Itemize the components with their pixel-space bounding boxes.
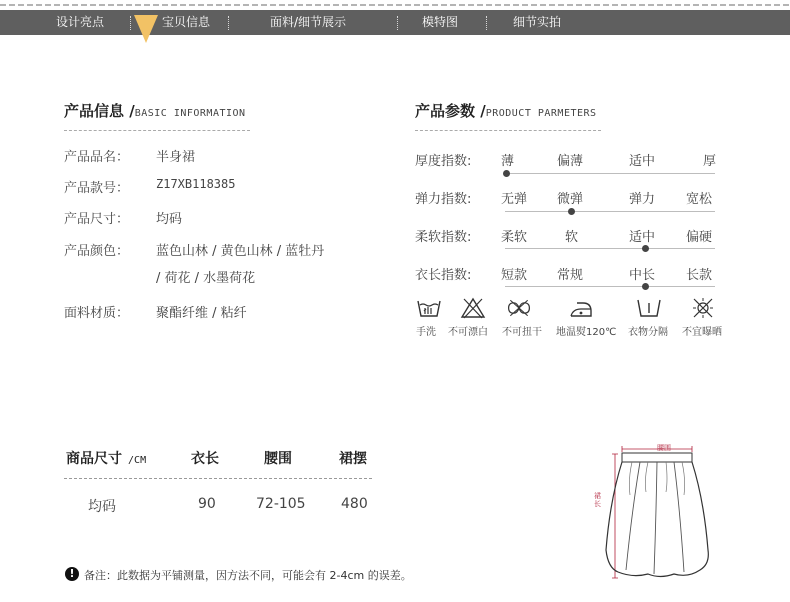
param-option: 宽松 <box>686 192 713 207</box>
param-option: 适中 <box>629 154 656 169</box>
exclamation-icon: ! <box>65 567 79 581</box>
size-table-cell: 480 <box>341 496 368 512</box>
param-option: 柔软 <box>501 230 528 245</box>
care-label: 衣物分隔 <box>628 327 668 338</box>
nav-tab-fabric[interactable]: 面料/细节展示 <box>270 15 347 29</box>
nav-divider <box>397 16 398 30</box>
info-label: 产品款号： <box>64 181 130 196</box>
param-indicator <box>503 170 510 177</box>
waist-label: 腰围 <box>657 444 671 452</box>
skirt-diagram <box>588 440 718 585</box>
care-label: 手洗 <box>416 327 436 338</box>
param-label-softness: 柔软指数: <box>415 230 472 245</box>
no-sun-icon <box>690 297 716 319</box>
active-tab-marker-icon <box>134 15 158 43</box>
divider <box>64 478 372 479</box>
param-track <box>505 211 715 212</box>
no-wring-icon <box>506 297 532 319</box>
divider <box>415 130 601 131</box>
param-track <box>505 173 715 174</box>
divider <box>64 130 250 131</box>
param-option: 软 <box>565 230 579 245</box>
param-label-thickness: 厚度指数: <box>415 154 472 169</box>
param-indicator <box>568 208 575 215</box>
param-option: 微弹 <box>557 192 584 207</box>
param-indicator <box>642 245 649 252</box>
care-label: 不可漂白 <box>448 327 488 338</box>
nav-divider <box>130 16 131 30</box>
length-label: 裙长 <box>594 492 601 508</box>
care-label: 不可扭干 <box>502 327 542 338</box>
param-option: 无弹 <box>501 192 528 207</box>
nav-divider <box>486 16 487 30</box>
param-option: 适中 <box>629 230 656 245</box>
info-value: 半身裙 <box>156 150 196 165</box>
param-track <box>505 286 715 287</box>
info-label: 产品品名： <box>64 150 130 165</box>
info-row-name <box>64 146 384 166</box>
param-label-length: 衣长指数: <box>415 268 472 283</box>
care-label: 不宜曝晒 <box>682 327 722 338</box>
param-option: 长款 <box>686 268 713 283</box>
info-row-sku <box>64 177 384 197</box>
low-iron-icon <box>568 297 594 319</box>
size-table-header-hem: 裙摆 <box>339 451 367 467</box>
param-option: 常规 <box>557 268 584 283</box>
param-option: 弹力 <box>629 192 656 207</box>
size-table-cell: 均码 <box>88 499 116 515</box>
info-value-continued: / 荷花 / 水墨荷花 <box>156 271 256 286</box>
wash-separately-icon <box>636 297 662 319</box>
size-table-cell: 90 <box>198 496 216 512</box>
info-label: 产品颜色： <box>64 244 130 259</box>
info-label: 产品尺寸： <box>64 212 130 227</box>
nav-divider <box>228 16 229 30</box>
no-bleach-icon <box>460 297 486 319</box>
param-option: 薄 <box>501 154 515 169</box>
care-label: 地温熨120℃ <box>556 327 617 338</box>
params-heading: 产品参数 /PRODUCT PARMETERS <box>415 102 597 120</box>
nav-decoration <box>0 0 790 10</box>
param-option: 短款 <box>501 268 528 283</box>
info-value: 蓝色山林 / 黄色山林 / 蓝牡丹 <box>156 244 325 259</box>
param-label-elasticity: 弹力指数: <box>415 192 472 207</box>
info-row-material <box>64 302 384 322</box>
info-label: 面料材质： <box>64 306 130 321</box>
size-table-header-size: 商品尺寸 /CM <box>66 451 147 467</box>
param-option: 中长 <box>629 268 656 283</box>
info-row-size <box>64 208 384 228</box>
info-value: Z17XB118385 <box>156 177 236 191</box>
param-option: 偏硬 <box>686 230 713 245</box>
nav-tab-design[interactable]: 设计亮点 <box>56 15 105 29</box>
basic-info-heading: 产品信息 /BASIC INFORMATION <box>64 102 246 120</box>
nav-tab-detail[interactable]: 细节实拍 <box>513 15 562 29</box>
info-row-color <box>64 240 384 284</box>
info-value: 聚酯纤维 / 粘纤 <box>156 306 247 321</box>
param-indicator <box>642 283 649 290</box>
param-track <box>505 248 715 249</box>
note-text: 备注：此数据为平铺测量，因方法不同，可能会有 2-4cm 的误差。 <box>84 569 412 582</box>
info-value: 均码 <box>156 212 183 227</box>
nav-bar <box>0 10 790 35</box>
param-option: 偏薄 <box>557 154 584 169</box>
size-table-header-waist: 腰围 <box>264 451 292 467</box>
hand-wash-icon <box>416 297 442 319</box>
nav-tab-info[interactable]: 宝贝信息 <box>162 15 211 29</box>
size-table-header-length: 衣长 <box>191 451 219 467</box>
nav-tab-model[interactable]: 模特图 <box>422 15 459 29</box>
param-option: 厚 <box>703 154 717 169</box>
size-table-cell: 72-105 <box>256 496 306 512</box>
